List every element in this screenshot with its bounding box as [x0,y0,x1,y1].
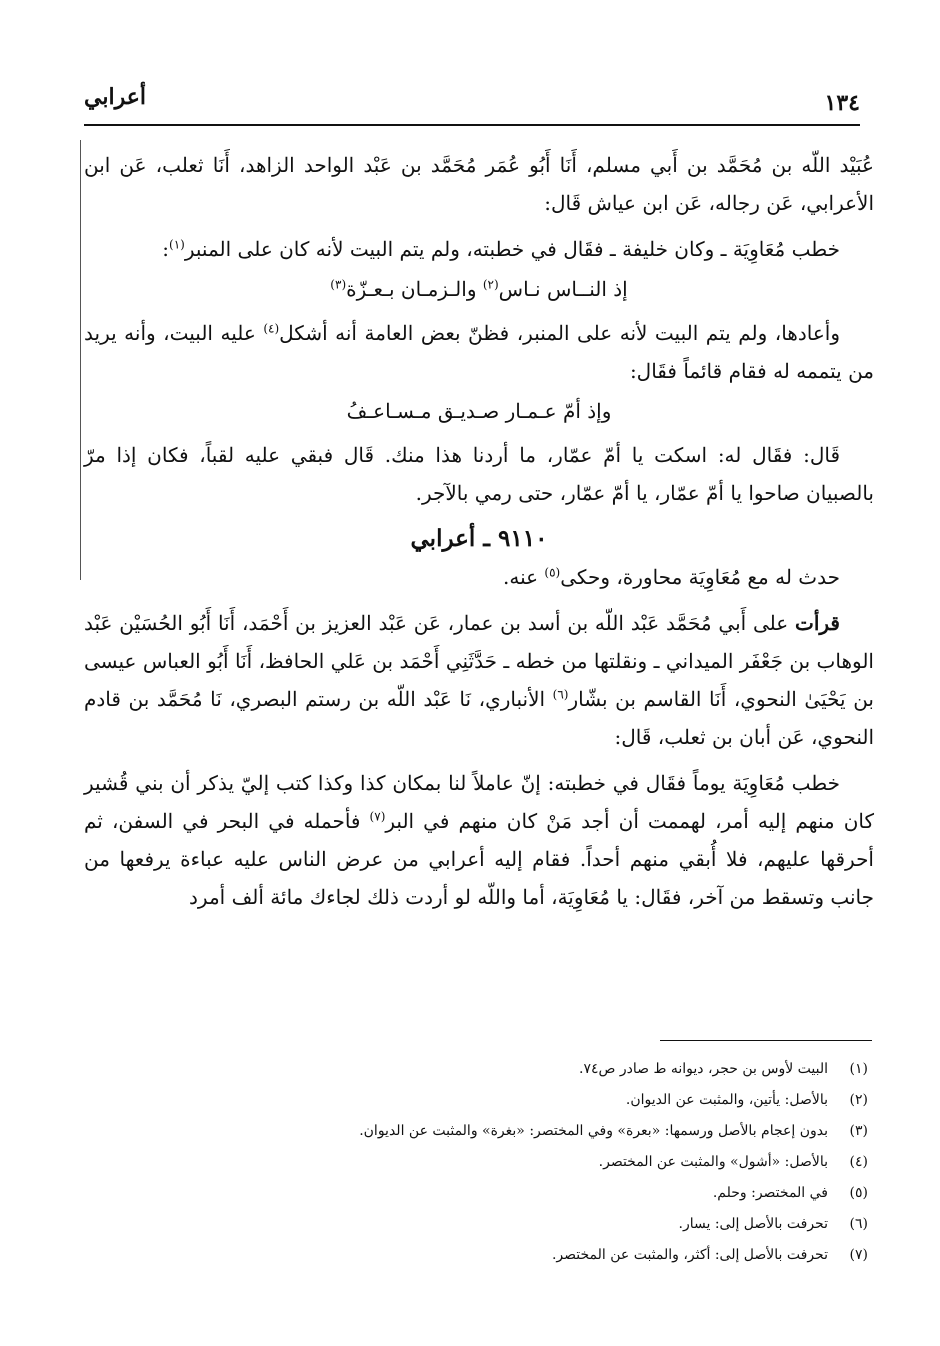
footnote-number: (٥) [849,1185,868,1201]
entry-title: ٩١١٠ ـ أعرابي [410,525,548,552]
paragraph-khutba-2 [84,764,874,916]
footnote-ref-4: (٤) [263,321,280,336]
paragraph-text: الأنباري، نَا عَبْد اللّه بن رستم البصري، نَا مُحَمَّد بن قادم النحوي، عَن أبان بن ثعلب، قَال: [84,687,874,749]
footnote [84,1116,868,1147]
paragraph-text: وأعادها، ولم يتم البيت لأنه على المنبر، فظنّ بعض العامة أنه أشكل [279,321,841,345]
paragraph-text: عليه البيت، وأنه يريد من يتممه له فقام قائماً فقَال: [84,321,874,383]
verse-part: إذ النــاس نـاس [498,277,628,301]
footnote-ref-6: (٦) [552,687,569,702]
footnote [84,1085,868,1116]
footnote-ref-2: (٢) [482,277,499,292]
paragraph-end: : [162,237,170,261]
footnote [84,1209,868,1240]
footnote-text: في المختصر: وحلم. [712,1185,828,1201]
paragraph-text: فأحمله في البحر في السفن، ثم أحرقها عليهم، فلا أُبقي منهم أحداً. فقام إليه أعرابي من عرض الناس عليه عباءة يرفعها من جانب وتسقط من آخر، فقَال: يا مُعَاوِيَة، أما واللّه لو أردت ذلك لجاءك مائة ألف أمرد [84,809,874,909]
page-header [84,72,860,122]
footnote-text: بدون إعجام بالأصل ورسمها: «بعرة» وفي المختصر: «بغرة» والمثبت عن الديوان. [359,1123,828,1139]
footnote-number: (٣) [849,1123,868,1139]
footnote-ref-3: (٣) [330,277,347,292]
paragraph-text: عنه. [503,565,545,589]
footnote-number: (٦) [849,1216,868,1232]
verse-line-1 [84,270,874,308]
paragraph-isnad-1: عُبَيْد اللّه بن مُحَمَّد بن أَبي مسلم، أَنَا أَبُو عُمَر مُحَمَّد بن عَبْد الواحد الزاهد، أَنَا ثعلب، عَن ابن الأعرابي، عَن رجاله، عَن ابن عياش قَال: [84,153,874,215]
page-number: ١٣٤ [824,90,860,116]
footnote-number: (٤) [849,1154,868,1170]
lead-word: قرأت [795,611,840,635]
footnote-number: (٢) [849,1092,868,1108]
footnote-number: (١) [849,1061,868,1077]
paragraph-text: على أَبي مُحَمَّد عَبْد اللّه بن أسد بن عمار، عَن عَبْد العزيز بن أَحْمَد، أَنَا أَبُو الحُسَيْن عَبْد الوهاب بن جَعْفَر الميداني ـ ونقلتها من خطه ـ حَدَّثَنِي أَحْمَد بن عَلي الحافظ، أَنَا أَبُو العباس عيسى بن يَحْيَىٰ النحوي، أَنَا القاسم بن بشّار [84,611,874,711]
footnote-ref-5: (٥) [544,565,561,580]
paragraph-isnad-2 [84,604,874,756]
footnote [84,1147,868,1178]
paragraph-khutba-1 [84,230,874,268]
footnote-text: بالأصل: «أشول» والمثبت عن المختصر. [598,1154,828,1170]
footnote [84,1240,868,1271]
margin-rule [80,140,81,580]
footnote-ref-7: (٧) [369,809,386,824]
paragraph-entry-intro [84,558,874,596]
footnote-ref-1: (١) [169,237,185,252]
footnote-text: بالأصل: يأتين، والمثبت عن الديوان. [625,1092,828,1108]
footnote-text: تحرفت بالأصل إلى: يسار. [678,1216,828,1232]
main-text [84,146,874,916]
paragraph-text: خطب مُعَاوِيَة يوماً فقَال في خطبته: إنّ عاملاً لنا بمكان كذا وكذا كتب إليّ يذكر أن بني قُشير كان منهم إليه أمر، لهممت أن أجد مَنْ كان منهم في البر [84,771,874,833]
paragraph-story-end: قَال: فقَال له: اسكت يا أمّ عمّار، ما أردنا هذا منك. قَال فبقي عليه لقباً، فكان إذا مرّ بالصبيان صاحوا يا أمّ عمّار، يا أمّ عمّار، حتى رمي بالآجر. [84,443,874,505]
footnote [84,1054,868,1085]
footnote [84,1178,868,1209]
footnote-text: البيت لأوس بن حجر، ديوانه ط صادر ص٧٤. [578,1061,828,1077]
footnote-rule [660,1040,872,1041]
paragraph-text: خطب مُعَاوِيَة ـ وكان خليفة ـ فقَال في خطبته، ولم يتم البيت لأنه كان على المنبر [184,237,840,261]
footnotes [84,1054,868,1271]
verse-part: والـزمـان بـعـزّة [346,277,483,301]
paragraph-story [84,314,874,390]
footnote-number: (٧) [849,1247,868,1263]
running-title: أعرابي [84,84,146,110]
paragraph-text: حدث له مع مُعَاوِيَة محاورة، وحكى [560,565,840,589]
header-rule [84,124,860,126]
footnote-text: تحرفت بالأصل إلى: أكثر، والمثبت عن المختصر. [551,1247,828,1263]
verse-line-2: وإذ أمّ عـمـار صـديـق مـسـاعـفُ [346,399,612,423]
